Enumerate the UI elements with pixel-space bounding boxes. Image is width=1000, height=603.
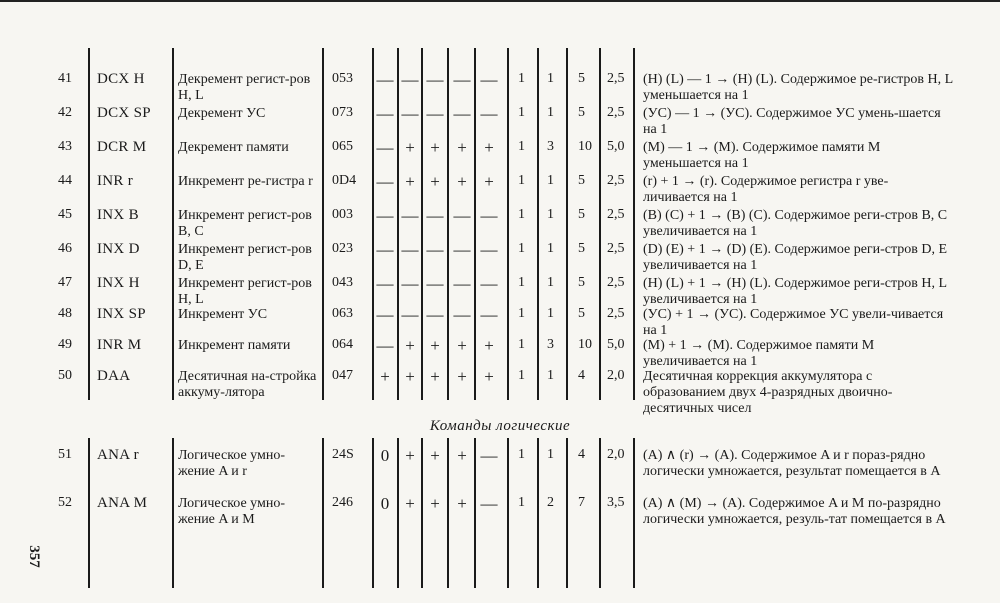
effect-text: (H) (L) + 1 → (H) (L). Содержимое реги-стров H, L увеличивается на 1 <box>643 276 947 307</box>
flag-cell: + <box>484 138 494 157</box>
effect-text: (r) + 1 → (r). Содержимое регистра r уве-личивается на 1 <box>643 174 889 205</box>
operation-desc: Инкремент ре-гистра r <box>178 174 313 189</box>
flag-cell: — <box>376 240 394 259</box>
flag-cell: + <box>430 172 440 191</box>
flag-cell: + <box>405 446 415 465</box>
row-number: 47 <box>58 275 72 290</box>
column-rule <box>566 438 568 588</box>
time-us: 2,5 <box>607 71 625 86</box>
tacts: 4 <box>578 447 585 462</box>
flag-cell: — <box>480 104 498 123</box>
flag-cell: — <box>401 70 419 89</box>
flag-cell: — <box>401 104 419 123</box>
flag-cell: + <box>380 367 390 386</box>
column-rule <box>372 438 374 588</box>
row-number: 52 <box>58 495 72 510</box>
column-rule <box>322 48 324 400</box>
operation-desc: Инкремент регист-ров D, E <box>178 242 312 273</box>
cycles: 1 <box>547 275 554 290</box>
time-us: 2,5 <box>607 173 625 188</box>
flag-cell: + <box>430 367 440 386</box>
flag-cell: — <box>453 274 471 293</box>
column-rule <box>474 438 476 588</box>
effect-text: (A) ∧ (M) → (A). Содержимое A и M по-разрядно логически умножается, резуль-тат помещается в A <box>643 496 946 527</box>
column-rule <box>421 438 423 588</box>
flag-cell: — <box>376 172 394 191</box>
tacts: 7 <box>578 495 585 510</box>
flag-cell: — <box>401 240 419 259</box>
page-number: 357 <box>25 545 42 568</box>
cycles: 1 <box>547 447 554 462</box>
flag-cell: — <box>480 305 498 324</box>
bytes: 1 <box>518 207 525 222</box>
operation-desc: Логическое умно-жение A и r <box>178 448 286 479</box>
opcode: 065 <box>332 139 353 154</box>
effect-text: (УС) + 1 → (УС). Содержимое УС увели-чивается на 1 <box>643 307 944 338</box>
column-rule <box>397 48 399 400</box>
bytes: 1 <box>518 241 525 256</box>
operation-desc: Инкремент памяти <box>178 338 291 353</box>
cycles: 3 <box>547 139 554 154</box>
cycles: 1 <box>547 207 554 222</box>
time-us: 2,5 <box>607 275 625 290</box>
flag-cell: + <box>430 494 440 513</box>
opcode: 073 <box>332 105 353 120</box>
flag-cell: — <box>426 305 444 324</box>
flag-cell: + <box>457 367 467 386</box>
effect-text: (A) ∧ (r) → (A). Содержимое A и r пораз-рядно логически умножается, результат помещается в A <box>643 448 941 479</box>
flag-cell: + <box>405 494 415 513</box>
flag-cell: — <box>480 240 498 259</box>
mnemonic: ANA M <box>97 495 148 511</box>
time-us: 2,0 <box>607 447 625 462</box>
flag-cell: — <box>376 206 394 225</box>
effect-text: (M) — 1 → (M). Содержимое памяти M уменьшается на 1 <box>643 140 881 171</box>
cycles: 3 <box>547 337 554 352</box>
flag-cell: 0 <box>380 446 390 465</box>
flag-cell: — <box>401 274 419 293</box>
operation-desc: Инкремент регист-ров B, C <box>178 208 312 239</box>
opcode: 0D4 <box>332 173 357 188</box>
tacts: 5 <box>578 105 585 120</box>
flag-cell: + <box>457 494 467 513</box>
mnemonic: DCX SP <box>97 105 151 121</box>
flag-cell: — <box>453 206 471 225</box>
tacts: 5 <box>578 207 585 222</box>
cycles: 1 <box>547 241 554 256</box>
flag-cell: + <box>457 138 467 157</box>
row-number: 49 <box>58 337 72 352</box>
operation-desc: Декремент регист-ров H, L <box>178 72 311 103</box>
operation-desc: Декремент УС <box>178 106 266 121</box>
mnemonic: INX D <box>97 241 140 257</box>
mnemonic: ANA r <box>97 447 139 463</box>
cycles: 2 <box>547 495 554 510</box>
flag-cell: + <box>405 336 415 355</box>
flag-cell: — <box>453 70 471 89</box>
flag-cell: — <box>480 274 498 293</box>
flag-cell: — <box>376 138 394 157</box>
flag-cell: — <box>480 70 498 89</box>
opcode: 047 <box>332 368 353 383</box>
column-rule <box>507 48 509 400</box>
flag-cell: + <box>405 367 415 386</box>
row-number: 51 <box>58 447 72 462</box>
column-rule <box>172 48 174 400</box>
tacts: 5 <box>578 306 585 321</box>
operation-desc: Десятичная на-стройка аккуму-лятора <box>178 369 317 400</box>
flag-cell: — <box>376 305 394 324</box>
column-rule <box>537 438 539 588</box>
mnemonic: INX H <box>97 275 140 291</box>
bytes: 1 <box>518 173 525 188</box>
column-rule <box>88 438 90 588</box>
flag-cell: + <box>405 172 415 191</box>
tacts: 4 <box>578 368 585 383</box>
opcode: 023 <box>332 241 353 256</box>
row-number: 41 <box>58 71 72 86</box>
time-us: 2,0 <box>607 368 625 383</box>
effect-text: (D) (E) + 1 → (D) (E). Содержимое реги-стров D, E увеличивается на 1 <box>643 242 948 273</box>
effect-text: (M) + 1 → (M). Содержимое памяти M увеличивается на 1 <box>643 338 875 369</box>
column-rule <box>633 438 635 588</box>
bytes: 1 <box>518 306 525 321</box>
effect-text: Десятичная коррекция аккумулятора с образованием двух 4-разрядных двоично-десятичных чисел <box>643 369 893 416</box>
flag-cell: + <box>430 446 440 465</box>
flag-cell: + <box>484 172 494 191</box>
column-rule <box>88 48 90 400</box>
flag-cell: 0 <box>380 494 390 513</box>
mnemonic: INX SP <box>97 306 146 322</box>
flag-cell: — <box>480 494 498 513</box>
flag-cell: + <box>457 172 467 191</box>
top-border <box>0 0 1000 2</box>
time-us: 2,5 <box>607 241 625 256</box>
flag-cell: — <box>480 206 498 225</box>
flag-cell: — <box>426 104 444 123</box>
flag-cell: — <box>376 104 394 123</box>
bytes: 1 <box>518 139 525 154</box>
flag-cell: — <box>453 104 471 123</box>
flag-cell: — <box>453 240 471 259</box>
operation-desc: Логическое умно-жение A и M <box>178 496 286 527</box>
effect-text: (B) (C) + 1 → (B) (C). Содержимое реги-стров B, C увеличивается на 1 <box>643 208 948 239</box>
time-us: 5,0 <box>607 337 625 352</box>
flag-cell: — <box>426 206 444 225</box>
tacts: 5 <box>578 71 585 86</box>
cycles: 1 <box>547 306 554 321</box>
column-rule <box>474 48 476 400</box>
bytes: 1 <box>518 275 525 290</box>
bytes: 1 <box>518 495 525 510</box>
column-rule <box>421 48 423 400</box>
mnemonic: INR M <box>97 337 142 353</box>
column-rule <box>566 48 568 400</box>
row-number: 42 <box>58 105 72 120</box>
flag-cell: — <box>426 240 444 259</box>
row-number: 44 <box>58 173 72 188</box>
flag-cell: — <box>376 336 394 355</box>
time-us: 2,5 <box>607 207 625 222</box>
column-rule <box>537 48 539 400</box>
row-number: 46 <box>58 241 72 256</box>
opcode: 043 <box>332 275 353 290</box>
flag-cell: + <box>457 336 467 355</box>
flag-cell: — <box>376 274 394 293</box>
mnemonic: DAA <box>97 368 131 384</box>
opcode: 064 <box>332 337 353 352</box>
row-number: 45 <box>58 207 72 222</box>
column-rule <box>322 438 324 588</box>
column-rule <box>599 48 601 400</box>
tacts: 10 <box>578 139 592 154</box>
column-rule <box>447 438 449 588</box>
column-rule <box>372 48 374 400</box>
flag-cell: + <box>430 336 440 355</box>
column-rule <box>633 48 635 400</box>
row-number: 50 <box>58 368 72 383</box>
flag-cell: — <box>426 274 444 293</box>
bytes: 1 <box>518 71 525 86</box>
time-us: 3,5 <box>607 495 625 510</box>
flag-cell: + <box>430 138 440 157</box>
opcode: 003 <box>332 207 353 222</box>
column-rule <box>447 48 449 400</box>
cycles: 1 <box>547 105 554 120</box>
cycles: 1 <box>547 368 554 383</box>
tacts: 5 <box>578 241 585 256</box>
effect-text: (H) (L) — 1 → (H) (L). Содержимое ре-гистров H, L уменьшается на 1 <box>643 72 953 103</box>
row-number: 48 <box>58 306 72 321</box>
flag-cell: — <box>401 305 419 324</box>
flag-cell: + <box>484 367 494 386</box>
mnemonic: DCR M <box>97 139 147 155</box>
flag-cell: — <box>480 446 498 465</box>
flag-cell: — <box>401 206 419 225</box>
column-rule <box>172 438 174 588</box>
tacts: 10 <box>578 337 592 352</box>
column-rule <box>397 438 399 588</box>
column-rule <box>507 438 509 588</box>
flag-cell: — <box>376 70 394 89</box>
operation-desc: Декремент памяти <box>178 140 289 155</box>
opcode: 24S <box>332 447 354 462</box>
time-us: 2,5 <box>607 105 625 120</box>
flag-cell: + <box>484 336 494 355</box>
flag-cell: — <box>426 70 444 89</box>
bytes: 1 <box>518 337 525 352</box>
opcode: 246 <box>332 495 353 510</box>
bytes: 1 <box>518 447 525 462</box>
mnemonic: INR r <box>97 173 134 189</box>
time-us: 5,0 <box>607 139 625 154</box>
cycles: 1 <box>547 71 554 86</box>
cycles: 1 <box>547 173 554 188</box>
opcode: 063 <box>332 306 353 321</box>
flag-cell: + <box>405 138 415 157</box>
opcode: 053 <box>332 71 353 86</box>
section-title: Команды логические <box>429 418 571 434</box>
mnemonic: DCX H <box>97 71 145 87</box>
column-rule <box>599 438 601 588</box>
flag-cell: — <box>453 305 471 324</box>
bytes: 1 <box>518 105 525 120</box>
time-us: 2,5 <box>607 306 625 321</box>
tacts: 5 <box>578 173 585 188</box>
tacts: 5 <box>578 275 585 290</box>
operation-desc: Инкремент УС <box>178 307 268 322</box>
row-number: 43 <box>58 139 72 154</box>
effect-text: (УС) — 1 → (УС). Содержимое УС умень-шается на 1 <box>643 106 941 137</box>
mnemonic: INX B <box>97 207 139 223</box>
operation-desc: Инкремент регист-ров H, L <box>178 276 312 307</box>
flag-cell: + <box>457 446 467 465</box>
bytes: 1 <box>518 368 525 383</box>
